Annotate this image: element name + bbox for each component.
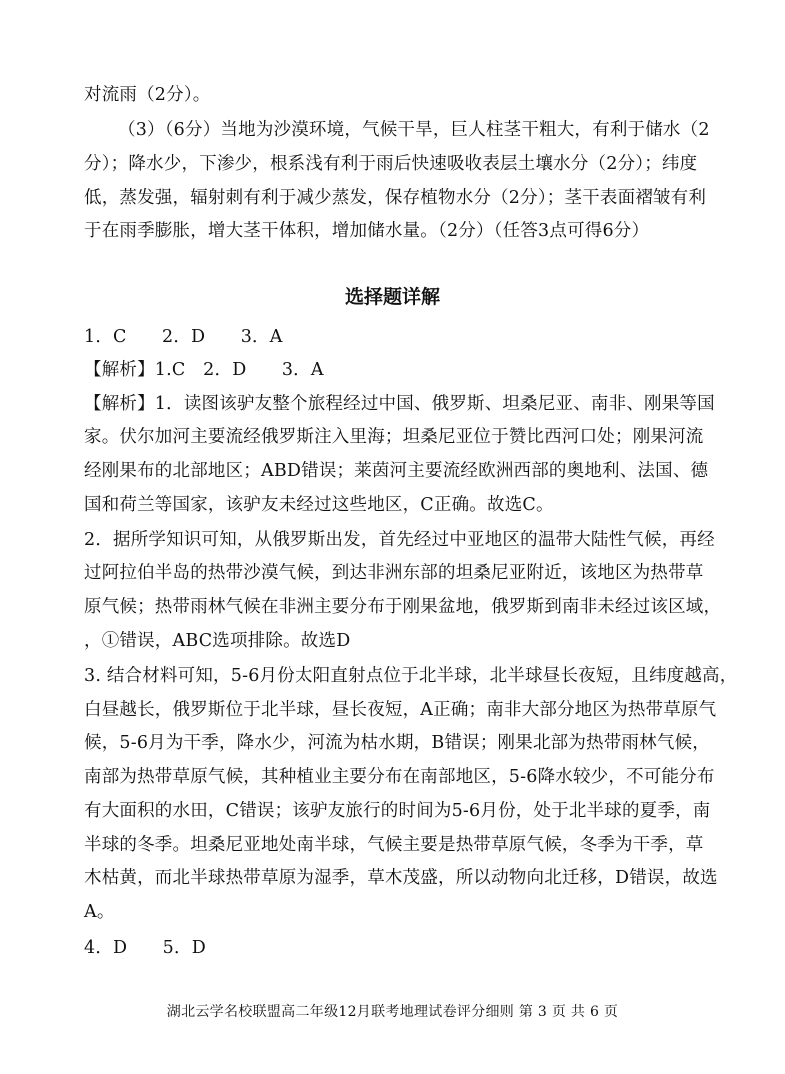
text-line-q2-1: 2．据所学知识可知，从俄罗斯出发，首先经过中亚地区的温带大陆性气候，再经 xyxy=(84,530,715,550)
text-line-q1-1: 【解析】1．读图该驴友整个旅程经过中国、俄罗斯、坦桑尼亚、南非、刚果等国 xyxy=(84,394,715,414)
text-line-q1-3: 经刚果布的北部地区；ABD错误；莱茵河主要流经欧洲西部的奥地利、法国、德 xyxy=(84,461,709,481)
section-title: 选择题详解 xyxy=(344,286,440,308)
text-line-q1-4: 国和荷兰等国家，该驴友未经过这些地区，C正确。故选C。 xyxy=(84,495,554,515)
text-line-q3a-2: 白昼越长，俄罗斯位于北半球，昼长夜短，A正确；南非大部分地区为热带草原气 xyxy=(84,700,717,720)
answers-1-3: 1．C 2．D 3．A xyxy=(84,327,283,347)
text-line-q1-2: 家。伏尔加河主要流经俄罗斯注入里海；坦桑尼亚位于赞比西河口处；刚果河流 xyxy=(84,427,704,447)
text-line-continued: 对流雨（2分）。 xyxy=(84,85,211,105)
text-line-q2-2: 过阿拉伯半岛的热带沙漠气候，到达非洲东部的坦桑尼亚附近，该地区为热带草 xyxy=(84,563,704,583)
text-line-q3a-1: 3. 结合材料可知，5-6月份太阳直射点位于北半球，北半球昼长夜短，且纬度越高， xyxy=(84,666,738,686)
answers-4-5: 4．D 5．D xyxy=(84,938,206,958)
text-line-q3a-7: 木枯黄，而北半球热带草原为湿季，草木茂盛，所以动物向北迁移，D错误，故选 xyxy=(84,868,718,888)
analysis-short: 【解析】1.C 2．D 3．A xyxy=(84,360,324,380)
text-line-q2-4: ，①错误，ABC选项排除。故选D xyxy=(84,631,351,651)
text-line-q3a-8: A。 xyxy=(84,902,115,922)
text-line-q3a-4: 南部为热带草原气候，其种植业主要分布在南部地区，5-6降水较少，不可能分布 xyxy=(84,767,715,787)
text-line-q3-2: 分）；降水少，下渗少，根系浅有利于雨后快速吸收表层土壤水分（2分）；纬度 xyxy=(84,154,698,174)
page-footer: 湖北云学名校联盟高二年级12月联考地理试卷评分细则 第 3 页 共 6 页 xyxy=(166,1004,619,1020)
text-line-q3a-3: 候，5-6月为干季，降水少，河流为枯水期，B错误；刚果北部为热带雨林气候， xyxy=(84,733,710,753)
text-line-q3-3: 低，蒸发强，辐射刺有利于减少蒸发，保存植物水分（2分）；茎干表面褶皱有利 xyxy=(84,188,707,208)
text-line-q3-1: （3）（6分）当地为沙漠环境，气候干旱，巨人柱茎干粗大，有利于储水（2 xyxy=(118,120,710,140)
text-line-q3a-5: 有大面积的水田，C错误；该驴友旅行的时间为5-6月份，处于北半球的夏季，南 xyxy=(84,801,711,821)
text-line-q3-4: 于在雨季膨胀，增大茎干体积，增加储水量。（2分）（任答3点可得6分） xyxy=(84,221,650,241)
text-line-q3a-6: 半球的冬季。坦桑尼亚地处南半球，气候主要是热带草原气候，冬季为干季，草 xyxy=(84,835,704,855)
text-line-q2-3: 原气候；热带雨林气候在非洲主要分布于刚果盆地，俄罗斯到南非未经过该区域， xyxy=(84,597,722,617)
